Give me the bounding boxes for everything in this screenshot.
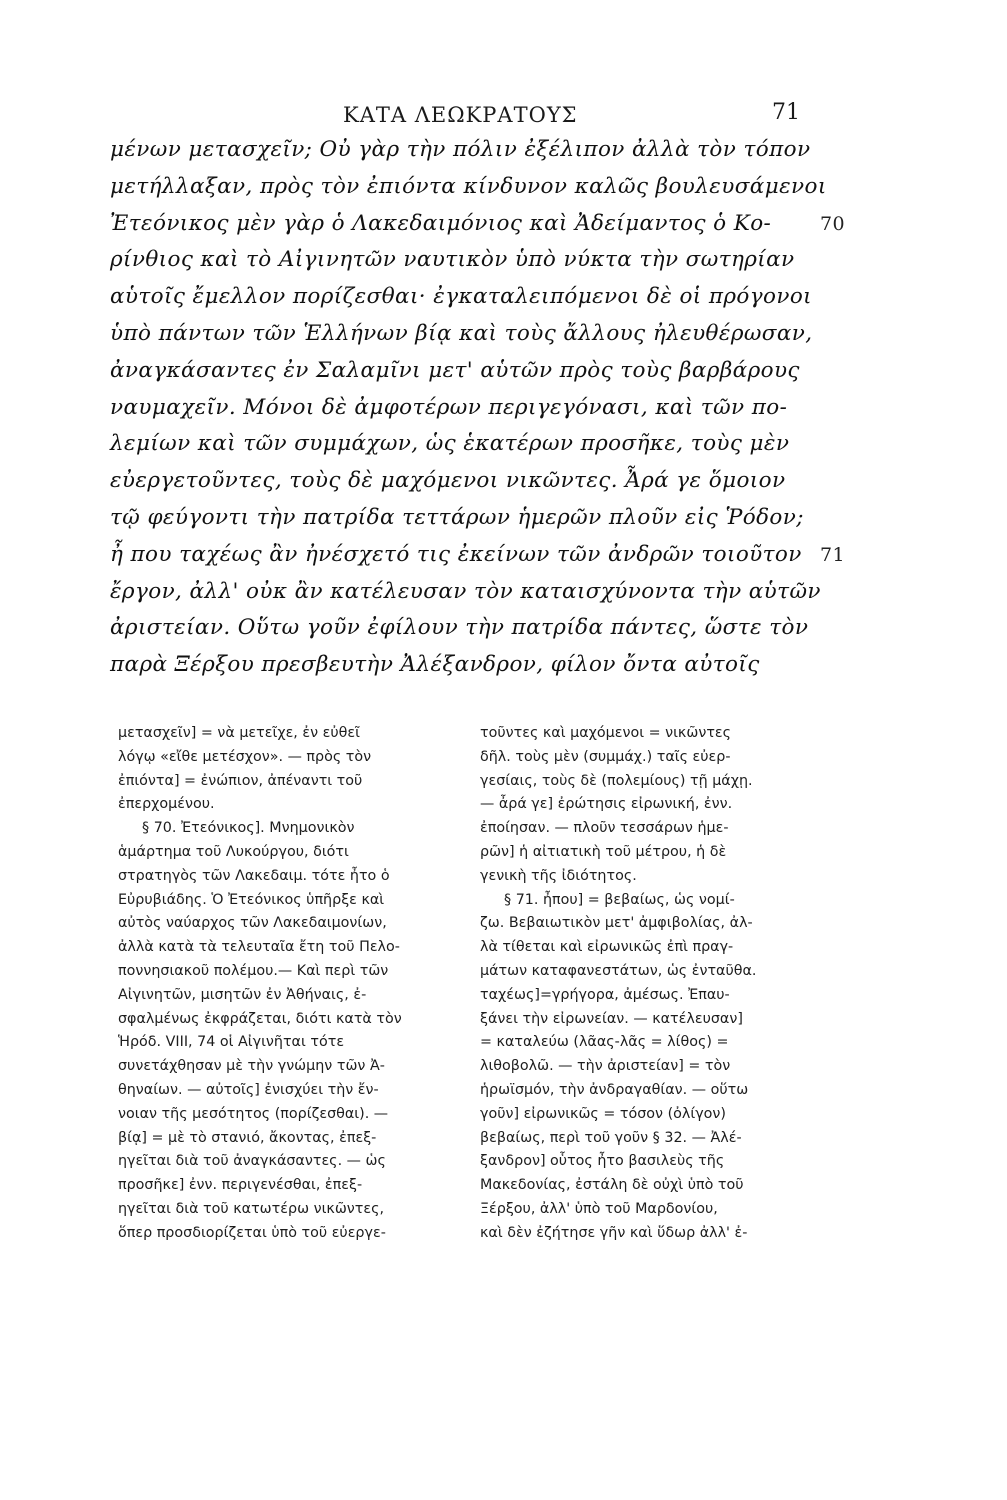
main-text-line: παρὰ Ξέρξου πρεσβευτὴν Ἀλέξανδρον, φίλον ὄντα αὐτοῖς [110,652,760,678]
commentary-line: συνετάχθησαν μὲ τὴν γνώμην τῶν Ἀ- [118,1058,385,1075]
main-text-line: ὑπὸ πάντων τῶν Ἑλλήνων βίᾳ καὶ τοὺς ἄλλους ἠλευθέρωσαν, [110,320,813,346]
commentary-line: θηναίων. — αὐτοῖς] ἐνισχύει τὴν ἔν- [118,1081,379,1098]
commentary-line: βίᾳ] = μὲ τὸ στανιό, ἄκοντας, ἐπεξ- [118,1129,377,1146]
main-text-line: εὐεργετοῦντες, τοὺς δὲ μαχόμενοι νικῶντες. Ἆρά γε ὅμοιον [110,468,786,494]
main-text-line: μετήλλαξαν, πρὸς τὸν ἐπιόντα κίνδυνον καλῶς βουλευσάμενοι [110,173,827,199]
commentary-line: ζω. Βεβαιωτικὸν μετ' ἀμφιβολίας, ἀλ- [480,915,753,932]
commentary-line: νοιαν τῆς μεσότητος (πορίζεσθαι). — [118,1105,389,1122]
commentary-line: γενικὴ τῆς ἰδιότητος. [480,867,637,884]
commentary-line: ξάνει τὴν εἰρωνείαν. — κατέλευσαν] [480,1010,743,1027]
commentary-line: = καταλεύω (λᾶας-λᾶς = λίθος) = [480,1034,729,1051]
commentary-line: ἀλλὰ κατὰ τὰ τελευταῖα ἔτη τοῦ Πελο- [118,939,400,956]
main-text-line: ἀναγκάσαντες ἐν Σαλαμῖνι μετ' αὑτῶν πρὸς τοὺς βαρβάρους [110,357,800,383]
main-text-line: ἔργον, ἀλλ' οὐκ ἂν κατέλευσαν τὸν καταισχύνοντα τὴν αὑτῶν [110,578,821,604]
commentary-line: καὶ δὲν ἐζήτησε γῆν καὶ ὕδωρ ἀλλ' ἐ- [480,1224,748,1241]
commentary-line: μετασχεῖν] = νὰ μετεῖχε, ἐν εὐθεῖ [118,725,360,741]
main-text-line: μένων μετασχεῖν; Οὐ γὰρ τὴν πόλιν ἐξέλιπον ἀλλὰ τὸν τόπον [110,137,811,162]
commentary-line: — ἆρά γε] ἐρώτησις εἰρωνική, ἐνν. [480,796,733,813]
commentary-line: ξανδρον] οὗτος ἦτο βασιλεὺς τῆς [480,1153,725,1170]
commentary-line: ἐπερχομένου. [118,796,215,813]
commentary-line: § 70. Ἐτεόνικος]. Μνημονικὸν [142,820,355,837]
commentary-line: γεσίαις, τοὺς δὲ (πολεμίους) τῇ μάχῃ. [480,772,753,789]
running-title: ΚΑΤΑ ΛΕΩΚΡΑΤΟΥΣ [343,103,578,127]
commentary-line: βεβαίως, περὶ τοῦ γοῦν § 32. — Ἀλέ- [480,1129,742,1146]
commentary-line: στρατηγὸς τῶν Λακεδαιμ. τότε ἦτο ὁ [118,867,390,884]
commentary-line: ἁμάρτημα τοῦ Λυκούργου, διότι [118,843,349,860]
commentary-line: σφαλμένως ἐκφράζεται, διότι κατὰ τὸν [118,1010,402,1027]
commentary-line: ταχέως]=γρήγορα, ἀμέσως. Ἐπαυ- [480,986,730,1003]
section-number-70: 70 [820,212,845,235]
commentary-line: λὰ τίθεται καὶ εἰρωνικῶς ἐπὶ πραγ- [480,939,734,956]
main-text-line: ρίνθιος καὶ τὸ Αἰγινητῶν ναυτικὸν ὑπὸ νύκτα τὴν σωτηρίαν [110,247,795,273]
page-number: 71 [772,100,800,125]
commentary-line: λιθοβολῶ. — τὴν ἀριστείαν] = τὸν [480,1058,731,1075]
main-text-line: ἦ που ταχέως ἂν ἠνέσχετό τις ἐκείνων τῶν ἀνδρῶν τοιοῦτον 71 [110,537,830,574]
main-text-line: Ἐτεόνικος μὲν γὰρ ὁ Λακεδαιμόνιος καὶ Ἀδείμαντος ὁ Κο- 70 [110,206,830,243]
commentary-line: ἐποίησαν. — πλοῦν τεσσάρων ἡμε- [480,820,729,837]
commentary-right-column [480,722,805,1246]
commentary-line: Αἰγινητῶν, μισητῶν ἐν Ἀθήναις, ἐ- [118,986,367,1003]
commentary-line: Εὐρυβιάδης. Ὁ Ἐτεόνικος ὑπῆρξε καὶ [118,891,385,908]
commentary-line: προσῆκε] ἐνν. περιγενέσθαι, ἐπεξ- [118,1177,363,1194]
commentary-line: Ἡρόδ. VIII, 74 οἱ Αἰγινῆται τότε [118,1034,345,1051]
main-text-line: αὑτοῖς ἔμελλον πορίζεσθαι· ἐγκαταλειπόμενοι δὲ οἱ πρόγονοι [110,284,813,310]
commentary-line: ὅπερ προσδιορίζεται ὑπὸ τοῦ εὐεργε- [118,1224,386,1241]
commentary-line: ποννησιακοῦ πολέμου.— Καὶ περὶ τῶν [118,962,389,979]
commentary-line: ηγεῖται διὰ τοῦ ἀναγκάσαντες. — ὡς [118,1153,386,1170]
main-text-line: ναυμαχεῖν. Μόνοι δὲ ἀμφοτέρων περιγεγόνασι, καὶ τῶν πο- [110,394,788,420]
commentary-line: Μακεδονίας, ἐστάλη δὲ οὐχὶ ὑπὸ τοῦ [480,1177,744,1194]
main-text-line: τῷ φεύγοντι τὴν πατρίδα τεττάρων ἡμερῶν πλοῦν εἰς Ῥόδον; [110,504,804,530]
commentary-line: ἡρωϊσμόν, τὴν ἀνδραγαθίαν. — οὕτω [480,1081,749,1098]
commentary-line: λόγῳ «εἴθε μετέσχον». — πρὸς τὸν [118,748,372,765]
section-number-71: 71 [820,543,845,566]
commentary-line: Ξέρξου, ἀλλ' ὑπὸ τοῦ Μαρδονίου, [480,1200,718,1217]
commentary-line: ἐπιόντα] = ἐνώπιον, ἀπέναντι τοῦ [118,772,363,789]
commentary-line: αὐτὸς ναύαρχος τῶν Λακεδαιμονίων, [118,915,387,932]
commentary-line: ρῶν] ἡ αἰτιατικὴ τοῦ μέτρου, ἡ δὲ [480,843,727,860]
commentary-left-column [118,722,443,1246]
main-text-line: λεμίων καὶ τῶν συμμάχων, ὡς ἑκατέρων προσῆκε, τοὺς μὲν [110,431,790,457]
commentary-line: § 71. ἦπου] = βεβαίως, ὡς νομί- [504,891,735,908]
commentary-line: δῆλ. τοὺς μὲν (συμμάχ.) ταῖς εὐερ- [480,748,731,765]
main-text-block [110,132,845,684]
commentary-line: τοῦντες καὶ μαχόμενοι = νικῶντες [480,725,732,741]
commentary-line: μάτων καταφανεστάτων, ὡς ἐνταῦθα. [480,962,757,979]
main-text-line: ἀριστείαν. Οὕτω γοῦν ἐφίλουν τὴν πατρίδα πάντες, ὥστε τὸν [110,615,809,641]
commentary-line: ηγεῖται διὰ τοῦ κατωτέρω νικῶντες, [118,1200,385,1217]
commentary-line: γοῦν] εἰρωνικῶς = τόσον (ὀλίγον) [480,1105,726,1122]
